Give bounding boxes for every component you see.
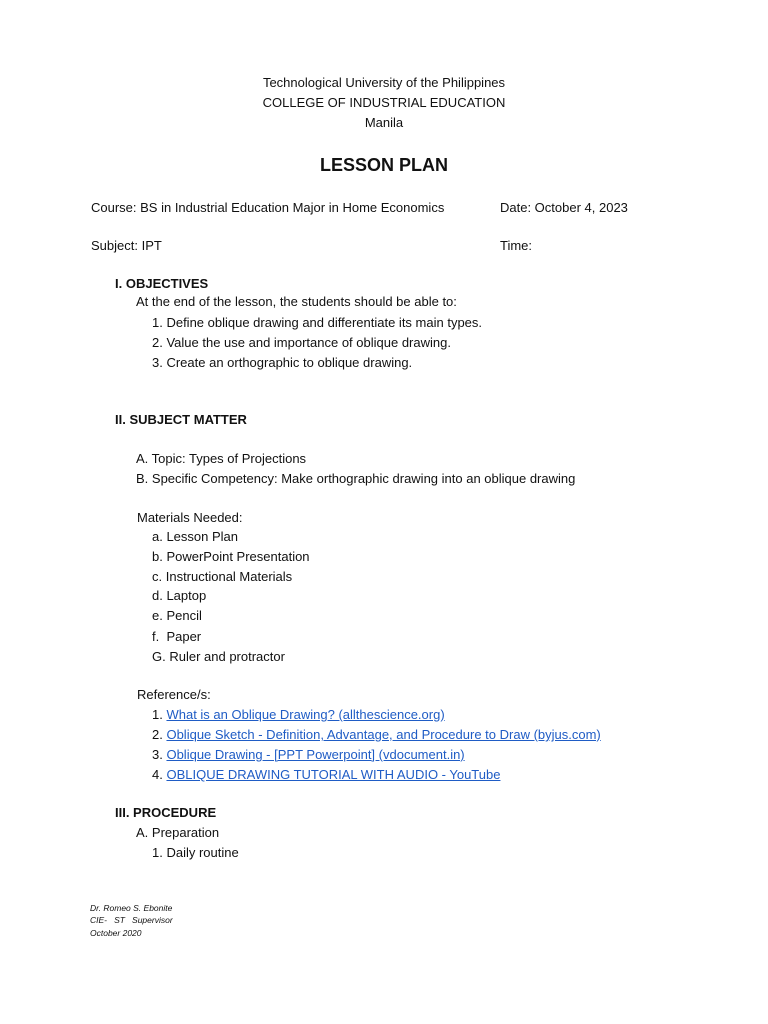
material-item: a. Lesson Plan	[152, 529, 239, 544]
objective-item: 1. Define oblique drawing and differentiate its main types.	[152, 315, 483, 330]
footer-date: October 2020	[90, 928, 142, 938]
subject-field: Subject: IPT	[91, 238, 162, 253]
materials-heading: Materials Needed:	[137, 510, 243, 525]
subject-matter-heading: II. SUBJECT MATTER	[115, 412, 247, 427]
footer-name: Dr. Romeo S. Ebonite	[90, 903, 173, 913]
reference-link[interactable]: Oblique Drawing - [PPT Powerpoint] (vdocument.in)	[166, 747, 465, 762]
procedure-heading: III. PROCEDURE	[115, 805, 217, 820]
course-field: Course: BS in Industrial Education Major in Home Economics	[91, 200, 445, 215]
topic-line: A. Topic: Types of Projections	[136, 451, 307, 466]
reference-item	[152, 747, 465, 763]
footer-role: CIE- ST Supervisor	[90, 915, 173, 925]
reference-number: 1.	[152, 707, 163, 722]
material-item: b. PowerPoint Presentation	[152, 549, 310, 564]
reference-link[interactable]: What is an Oblique Drawing? (allthescience.org)	[166, 707, 445, 722]
objective-item: 2. Value the use and importance of oblique drawing.	[152, 335, 451, 350]
reference-link[interactable]: OBLIQUE DRAWING TUTORIAL WITH AUDIO - YouTube	[166, 767, 501, 782]
objectives-intro: At the end of the lesson, the students should be able to:	[136, 294, 457, 309]
material-item: d. Laptop	[152, 588, 207, 603]
material-item: f. Paper	[152, 629, 202, 644]
procedure-item: 1. Daily routine	[152, 845, 239, 860]
university-name: Technological University of the Philippines	[262, 75, 506, 90]
reference-item	[152, 707, 445, 723]
references-heading: Reference/s:	[137, 687, 211, 702]
material-item: c. Instructional Materials	[152, 569, 293, 584]
objective-item: 3. Create an orthographic to oblique drawing.	[152, 355, 413, 370]
page-title: LESSON PLAN	[319, 155, 448, 175]
college-name: COLLEGE OF INDUSTRIAL EDUCATION	[262, 95, 506, 110]
objectives-heading: I. OBJECTIVES	[115, 276, 209, 291]
reference-number: 4.	[152, 767, 163, 782]
reference-number: 3.	[152, 747, 163, 762]
reference-item	[152, 727, 601, 743]
reference-item	[152, 767, 500, 783]
material-item: e. Pencil	[152, 608, 202, 623]
procedure-preparation: A. Preparation	[136, 825, 220, 840]
material-item: G. Ruler and protractor	[152, 649, 285, 664]
reference-number: 2.	[152, 727, 163, 742]
city-name: Manila	[364, 115, 404, 130]
time-field: Time:	[500, 238, 533, 253]
date-field: Date: October 4, 2023	[500, 200, 628, 215]
reference-link[interactable]: Oblique Sketch - Definition, Advantage, and Procedure to Draw (byjus.com)	[166, 727, 601, 742]
competency-line: B. Specific Competency: Make orthographic drawing into an oblique drawing	[136, 471, 576, 486]
